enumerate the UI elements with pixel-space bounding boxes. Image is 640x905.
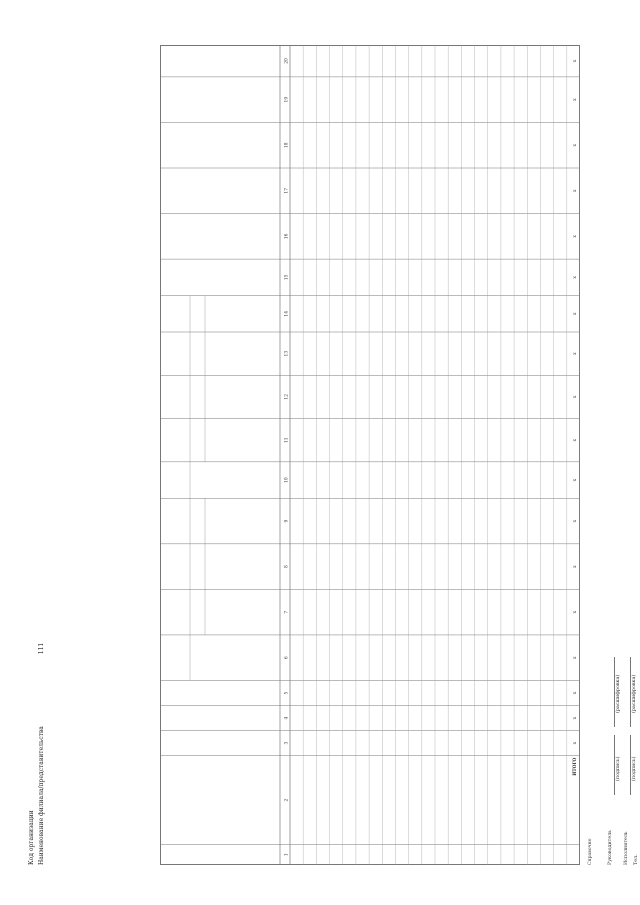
x-mark: x (573, 741, 579, 745)
column-number: 12 (284, 394, 290, 400)
column-number: 2 (284, 798, 290, 802)
head-label: Руководитель (608, 830, 613, 865)
column-number: 16 (284, 233, 290, 240)
column-number: 15 (284, 274, 290, 281)
x-mark: x (573, 438, 579, 442)
column-number: 5 (284, 691, 290, 695)
column-number: 6 (284, 656, 290, 660)
x-mark: x (573, 98, 579, 101)
exec-sign-line (630, 735, 631, 795)
x-mark: x (573, 610, 579, 614)
column-number: 18 (284, 142, 290, 149)
x-mark: x (573, 143, 579, 147)
org-code-row (28, 810, 35, 865)
x-mark: x (573, 352, 579, 355)
x-mark: x (573, 395, 579, 399)
column-number: 19 (284, 96, 290, 103)
table-border (161, 46, 580, 865)
column-number: 13 (284, 350, 290, 357)
x-mark: x (573, 656, 579, 659)
head-name-caption: (расшифровка) (616, 674, 621, 713)
x-mark: x (573, 691, 579, 695)
subsidiary-code: 111 (38, 642, 45, 655)
column-number: 14 (284, 310, 290, 317)
x-mark: x (573, 519, 579, 523)
column-number: 4 (284, 716, 290, 720)
column-number: 20 (284, 58, 290, 64)
column-number: 9 (284, 519, 290, 523)
column-number: 7 (284, 610, 290, 614)
column-number: 11 (284, 437, 290, 443)
head-sign-caption: (подпись) (616, 756, 621, 781)
column-number: 3 (284, 741, 290, 745)
note-label: Справочно (588, 838, 593, 865)
x-mark: x (573, 235, 579, 238)
column-number: 1 (284, 853, 290, 857)
column-number: 8 (284, 565, 290, 569)
column-number: 10 (284, 477, 290, 483)
x-mark: x (573, 565, 579, 568)
x-mark: x (573, 276, 579, 279)
subsidiary-row (38, 643, 45, 865)
x-mark: x (573, 59, 579, 63)
subsidiary-label: Наименование филиала/представительства (38, 726, 45, 865)
total-row-label: ИТОГО (573, 757, 579, 776)
head-name-line (614, 657, 615, 727)
data-table (160, 45, 580, 865)
x-mark: x (573, 478, 579, 482)
exec-name-line (630, 657, 631, 727)
x-mark: x (573, 312, 579, 316)
x-mark: x (573, 716, 579, 720)
phone-label: Тел. (634, 854, 639, 865)
exec-sign-caption: (подпись) (632, 756, 637, 781)
column-number: 17 (284, 187, 290, 194)
org-code-label: Код организации (28, 810, 35, 865)
head-sign-line (614, 735, 615, 795)
exec-name-caption: (расшифровка) (632, 674, 637, 713)
executor-label: Исполнитель (624, 831, 629, 865)
x-mark: x (573, 189, 579, 193)
